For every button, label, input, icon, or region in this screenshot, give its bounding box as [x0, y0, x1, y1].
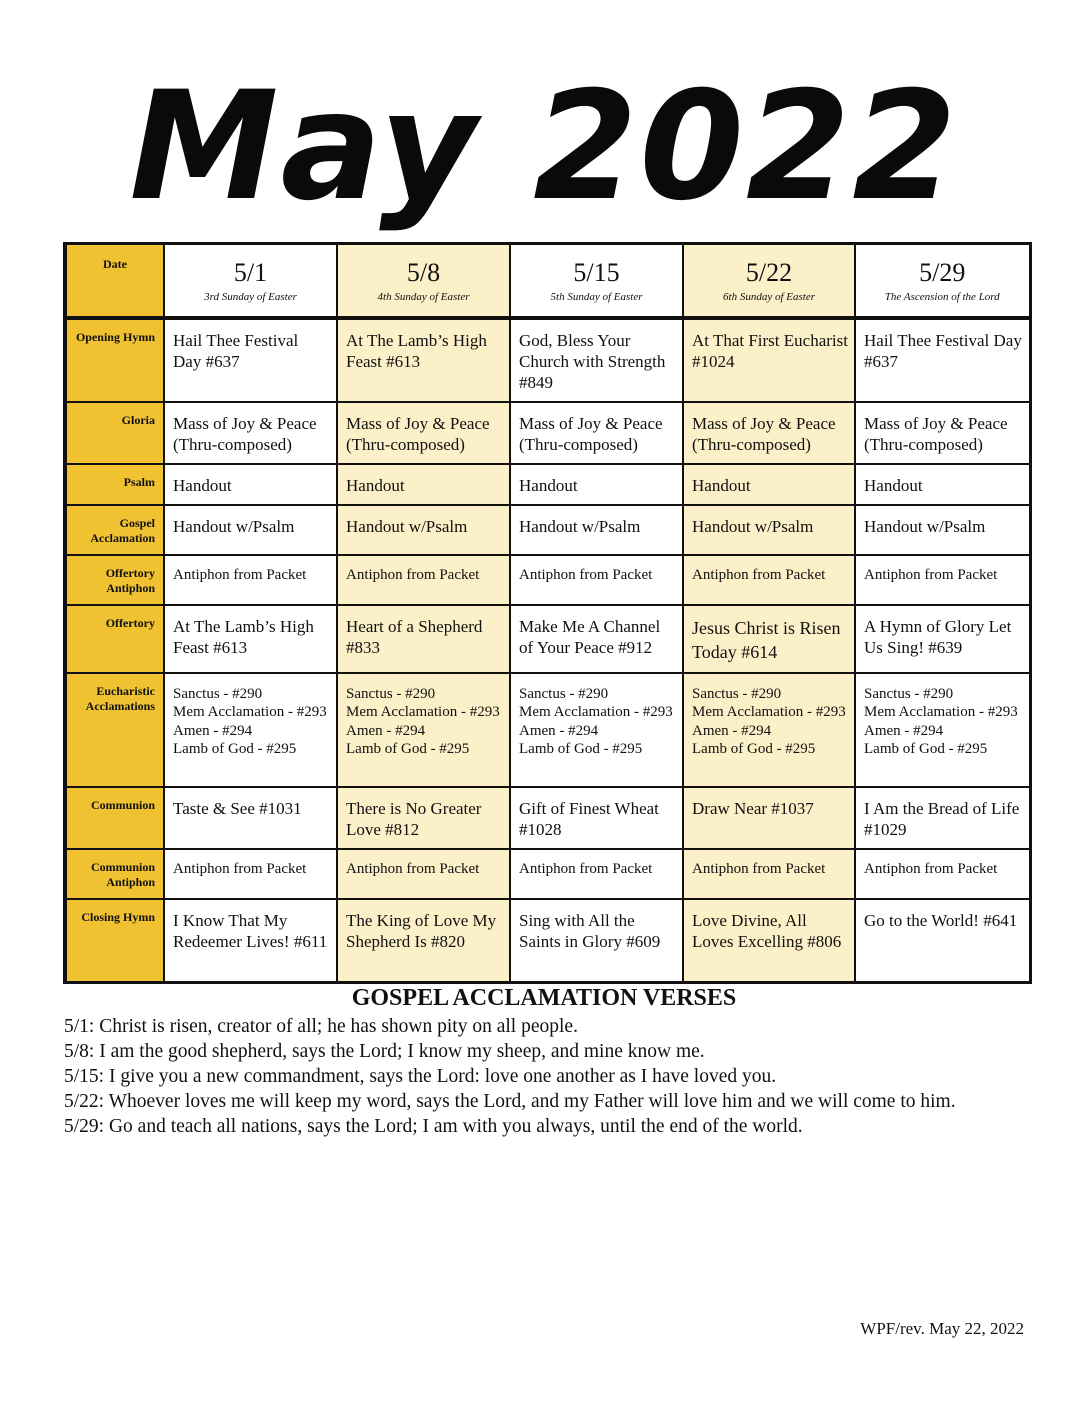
cell: Handout w/Psalm [683, 505, 855, 555]
occasion-text: The Ascension of the Lord [884, 291, 1000, 303]
row-label: Offertory Antiphon [65, 555, 164, 605]
cell: Handout w/Psalm [510, 505, 683, 555]
cell: Hail Thee Festival Day #637 [164, 318, 337, 402]
cell: Antiphon from Packet [510, 849, 683, 899]
line: Lamb of God - #295 [864, 741, 988, 757]
date-cell [855, 244, 1030, 318]
line: Sanctus - #290 [864, 685, 954, 702]
revision-footer: WPF/rev. May 22, 2022 [860, 1319, 1024, 1338]
row-gloria [65, 402, 1030, 464]
line: Mem Acclamation - #293 [173, 704, 327, 720]
line: Mem Acclamation - #293 [864, 704, 1018, 720]
line: Lamb of God - #295 [692, 741, 816, 757]
row-opening-hymn [65, 318, 1030, 402]
cell: A Hymn of Glory Let Us Sing! #639 [855, 605, 1030, 673]
line: Amen - #294 [692, 722, 772, 739]
verse-line: 5/22: Whoever loves me will keep my word, says the Lord, and my Father will love him and we will come to him. [64, 1091, 956, 1112]
cell: Handout w/Psalm [164, 505, 337, 555]
cell: Taste & See #1031 [164, 787, 337, 849]
row-label: Offertory [65, 605, 164, 673]
date-value: 5/29 [919, 258, 966, 287]
line: Sanctus - #290 [346, 685, 436, 702]
row-label: Communion Antiphon [65, 849, 164, 899]
verses-heading: GOSPEL ACCLAMATION VERSES [351, 985, 737, 1011]
cell: Antiphon from Packet [337, 849, 510, 899]
line: Amen - #294 [519, 722, 599, 739]
cell: Mass of Joy & Peace (Thru-composed) [855, 402, 1030, 464]
cell [337, 673, 510, 787]
row-gospel-acclamation [65, 505, 1030, 555]
cell: Draw Near #1037 [683, 787, 855, 849]
date-cell [164, 244, 337, 318]
cell: There is No Greater Love #812 [337, 787, 510, 849]
line: Sanctus - #290 [173, 685, 263, 702]
date-cell [510, 244, 683, 318]
cell: Antiphon from Packet [164, 849, 337, 899]
line: Mem Acclamation - #293 [519, 704, 673, 720]
line: Sanctus - #290 [519, 685, 609, 702]
date-value: 5/22 [745, 258, 793, 287]
cell: Handout [337, 464, 510, 505]
cell: Gift of Finest Wheat #1028 [510, 787, 683, 849]
cell: I Know That My Redeemer Lives! #611 [164, 899, 337, 983]
cell: The King of Love My Shepherd Is #820 [337, 899, 510, 983]
cell: Handout w/Psalm [855, 505, 1030, 555]
date-cell [337, 244, 510, 318]
cell: Make Me A Channel of Your Peace #912 [510, 605, 683, 673]
row-offertory-antiphon [65, 555, 1030, 605]
cell: God, Bless Your Church with Strength #849 [510, 318, 683, 402]
cell: Heart of a Shepherd #833 [337, 605, 510, 673]
row-closing-hymn [65, 899, 1030, 983]
date-value: 5/8 [406, 258, 441, 287]
cell [510, 673, 683, 787]
cell [683, 673, 855, 787]
cell [855, 673, 1030, 787]
verse-line: 5/1: Christ is risen, creator of all; he has shown pity on all people. [64, 1016, 578, 1037]
gospel-verses-section [64, 984, 1024, 1139]
cell: Hail Thee Festival Day #637 [855, 318, 1030, 402]
cell: Handout [164, 464, 337, 505]
cell: Handout w/Psalm [337, 505, 510, 555]
date-row [65, 244, 1030, 318]
date-cell [683, 244, 855, 318]
cell: At That First Eucharist #1024 [683, 318, 855, 402]
row-communion-antiphon [65, 849, 1030, 899]
row-label: Gloria [65, 402, 164, 464]
verse-line: 5/15: I give you a new commandment, says the Lord: love one another as I have loved you. [64, 1066, 777, 1087]
cell: Mass of Joy & Peace (Thru-composed) [337, 402, 510, 464]
row-communion [65, 787, 1030, 849]
row-label: Gospel Acclamation [65, 505, 164, 555]
line: Mem Acclamation - #293 [692, 704, 846, 720]
cell: Antiphon from Packet [164, 555, 337, 605]
row-label: Communion [65, 787, 164, 849]
cell: Go to the World! #641 [855, 899, 1030, 983]
verse-line: 5/8: I am the good shepherd, says the Lord; I know my sheep, and mine know me. [64, 1041, 705, 1062]
cell: Antiphon from Packet [337, 555, 510, 605]
occasion-text: 5th Sunday of Easter [550, 291, 643, 303]
cell: Antiphon from Packet [683, 849, 855, 899]
cell: Antiphon from Packet [510, 555, 683, 605]
cell: Mass of Joy & Peace (Thru-composed) [164, 402, 337, 464]
occasion-text: 6th Sunday of Easter [723, 291, 815, 303]
date-label: Date [65, 244, 164, 318]
cell: Jesus Christ is Risen Today #614 [683, 605, 855, 673]
row-label: Closing Hymn [65, 899, 164, 983]
date-value: 5/1 [233, 258, 268, 287]
cell: Mass of Joy & Peace (Thru-composed) [683, 402, 855, 464]
cell: Handout [855, 464, 1030, 505]
date-value: 5/15 [573, 258, 620, 287]
row-offertory [65, 605, 1030, 673]
cell: At The Lamb’s High Feast #613 [337, 318, 510, 402]
schedule-table [63, 242, 1032, 984]
cell: Handout [510, 464, 683, 505]
row-label: Psalm [65, 464, 164, 505]
cell [164, 673, 337, 787]
line: Amen - #294 [173, 722, 253, 739]
line: Mem Acclamation - #293 [346, 704, 500, 720]
page-title: May 2022 [129, 60, 959, 234]
cell: Mass of Joy & Peace (Thru-composed) [510, 402, 683, 464]
occasion-text: 3rd Sunday of Easter [204, 291, 297, 303]
line: Lamb of God - #295 [519, 741, 643, 757]
line: Amen - #294 [864, 722, 944, 739]
row-label: Opening Hymn [65, 318, 164, 402]
cell: Handout [683, 464, 855, 505]
verse-line: 5/29: Go and teach all nations, says the Lord; I am with you always, until the end of the world. [64, 1116, 803, 1137]
line: Amen - #294 [346, 722, 426, 739]
line: Lamb of God - #295 [173, 741, 297, 757]
line: Lamb of God - #295 [346, 741, 470, 757]
row-psalm [65, 464, 1030, 505]
row-label: Eucharistic Acclamations [65, 673, 164, 787]
cell: Antiphon from Packet [855, 555, 1030, 605]
cell: Antiphon from Packet [683, 555, 855, 605]
row-eucharistic-acclamations [65, 673, 1030, 787]
cell: At The Lamb’s High Feast #613 [164, 605, 337, 673]
line: Sanctus - #290 [692, 685, 782, 702]
cell: Love Divine, All Loves Excelling #806 [683, 899, 855, 983]
cell: I Am the Bread of Life #1029 [855, 787, 1030, 849]
cell: Sing with All the Saints in Glory #609 [510, 899, 683, 983]
occasion-text: 4th Sunday of Easter [377, 291, 470, 303]
cell: Antiphon from Packet [855, 849, 1030, 899]
